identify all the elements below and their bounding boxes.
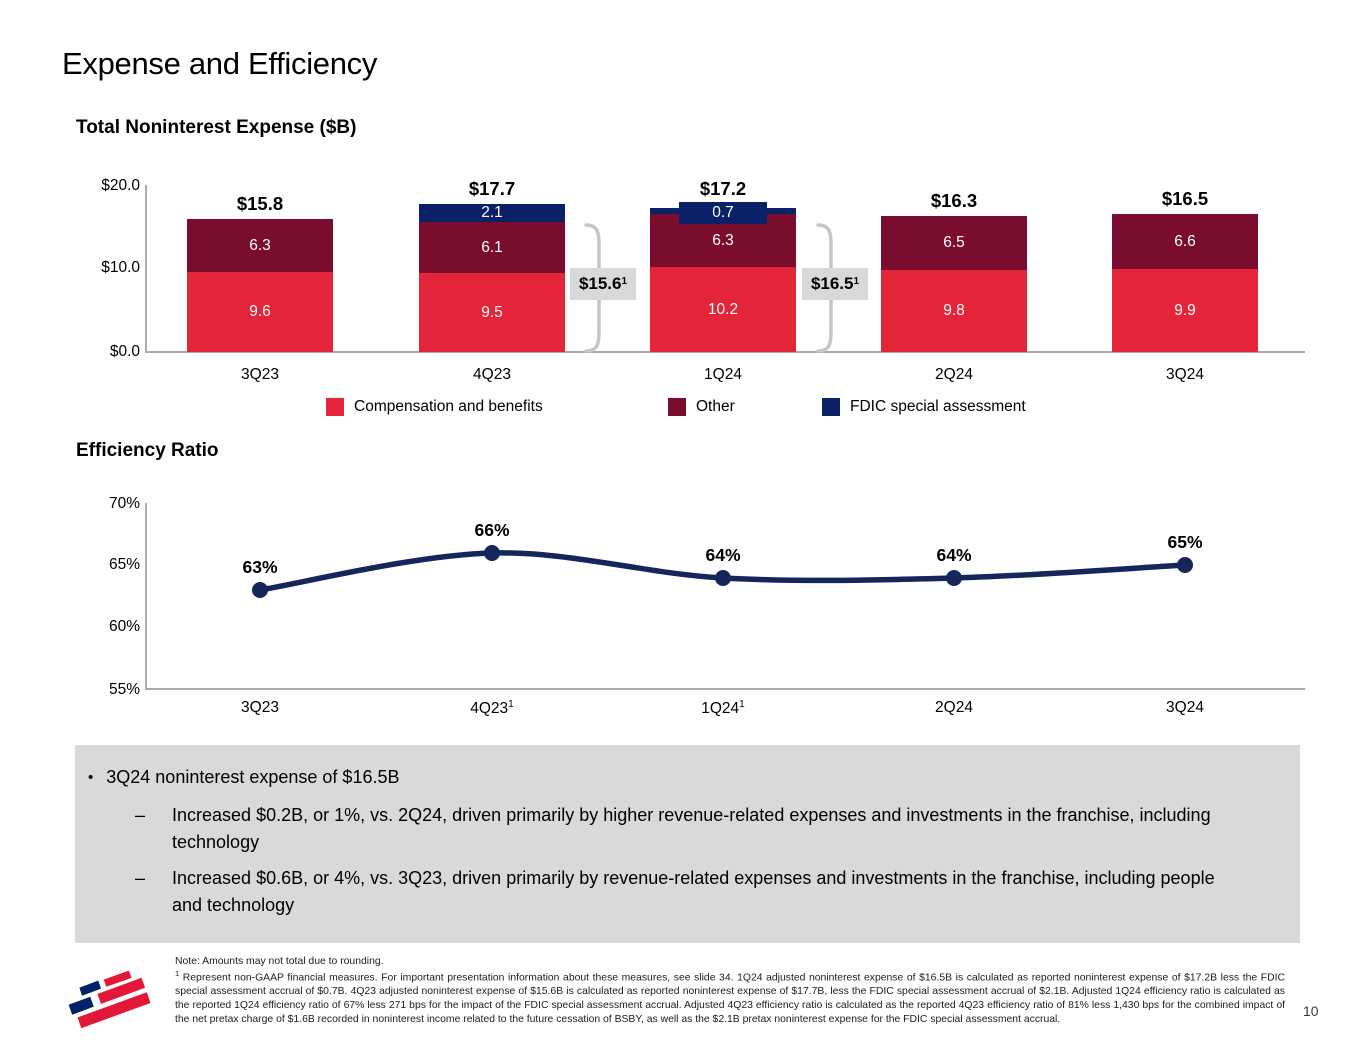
legend-item-other bbox=[668, 398, 735, 416]
commentary-main-text: 3Q24 noninterest expense of $16.5B bbox=[106, 767, 400, 787]
bar-total-label: $17.2 bbox=[699, 178, 747, 199]
bar-value-label: 9.6 bbox=[249, 303, 271, 320]
legend-label: Compensation and benefits bbox=[354, 398, 543, 415]
efficiency-point-label: 65% bbox=[1167, 532, 1203, 552]
bank-of-america-logo-icon bbox=[56, 970, 164, 1036]
bar-chart-y-axis bbox=[145, 185, 147, 352]
bar-segment-compensation bbox=[419, 273, 565, 352]
bar-y-tick-label: $0.0 bbox=[109, 343, 140, 360]
bar-segment-other bbox=[881, 216, 1027, 270]
bar-value-label: 6.5 bbox=[943, 234, 965, 251]
line-x-axis-label: $4Q23^1$ bbox=[470, 699, 514, 718]
footnote-1 bbox=[175, 969, 1285, 1027]
bar-value-label: 6.1 bbox=[481, 238, 503, 256]
noninterest-expense-bar-chart bbox=[85, 175, 1320, 390]
bar-value-label: 9.8 bbox=[943, 302, 965, 319]
legend-label: FDIC special assessment bbox=[850, 398, 1026, 415]
bar-x-axis-label: 4Q23 bbox=[473, 366, 511, 383]
footnotes bbox=[175, 955, 1285, 1027]
bar-x-axis-label: 2Q24 bbox=[935, 366, 973, 383]
bullet-icon: • bbox=[88, 769, 94, 786]
fdic-swatch-icon bbox=[822, 398, 840, 416]
legend-item-fdic bbox=[822, 398, 1026, 416]
commentary-sub-text: Increased $0.6B, or 4%, vs. 3Q23, driven primarily by revenue-related expenses and investments in the franchise, including people and technology bbox=[172, 868, 1215, 915]
bar-value-label: 0.7 bbox=[712, 204, 734, 221]
line-y-tick-label: 55% bbox=[108, 681, 140, 698]
line-x-axis-label: 2Q24 bbox=[935, 699, 973, 716]
efficiency-point-label: 64% bbox=[705, 545, 741, 565]
bar-value-label: 10.2 bbox=[707, 300, 739, 318]
line-x-axis-label: 3Q24 bbox=[1166, 699, 1204, 716]
bar-total-label: $16.5 bbox=[1161, 188, 1209, 209]
efficiency-data-point bbox=[484, 545, 500, 561]
commentary-sub-text: Increased $0.2B, or 1%, vs. 2Q24, driven primarily by higher revenue-related expenses and investments in the franchise, including technology bbox=[172, 805, 1211, 852]
efficiency-chart-title: Efficiency Ratio bbox=[76, 440, 219, 461]
commentary-box bbox=[75, 745, 1300, 943]
bar-chart-legend bbox=[85, 398, 1320, 420]
expense-chart-title: Total Noninterest Expense ($B) bbox=[76, 117, 357, 138]
adjusted-expense-label-1q24: $16.5 1 bbox=[802, 268, 868, 300]
bar-x-axis-label: 3Q23 bbox=[241, 366, 279, 383]
bar-y-tick-label: $10.0 bbox=[101, 259, 140, 276]
efficiency-point-label: 64% bbox=[936, 545, 972, 565]
footnote-marker: 1 bbox=[508, 699, 514, 710]
page-title: Expense and Efficiency bbox=[62, 46, 378, 81]
compensation-swatch-icon bbox=[326, 398, 344, 416]
commentary-sub-bullet bbox=[135, 865, 1276, 919]
efficiency-data-point bbox=[252, 582, 268, 598]
bar-value-label: 6.6 bbox=[1174, 232, 1196, 250]
bar-segment-fdic bbox=[419, 204, 565, 222]
fdic-callout-box bbox=[679, 202, 767, 224]
bar-total-label: $17.7 bbox=[468, 178, 516, 199]
bar-value-label: 9.5 bbox=[481, 303, 503, 321]
page-number: 10 bbox=[1303, 1003, 1319, 1019]
other-swatch-icon bbox=[668, 398, 686, 416]
bar-segment-other bbox=[419, 222, 565, 273]
line-y-tick-label: 60% bbox=[108, 618, 140, 635]
bar-total-label: $16.3 bbox=[930, 190, 978, 211]
bar-segment-compensation bbox=[881, 270, 1027, 352]
line-x-axis-label: $1Q24^1$ bbox=[701, 699, 745, 718]
footnote-text: Represent non-GAAP financial measures. For important presentation information about these measures, see slide 34. 1Q24 adjusted noninterest expense of $16.5B is calculated as reported noninterest expense of $17.2B less the FDIC special assessment accrual of $0.7B. 4Q23 adjusted noninterest expense of $15.6B is calculated as reported noninterest expense of $17.7B, less the FDIC special assessment accrual of $2.1B. Adjusted 1Q24 efficiency ratio is calculated as the reported 1Q24 efficiency ratio of 67% less 271 bps for the impact of the FDIC special assessment accrual. Adjusted 4Q23 efficiency ratio is calculated as the reported 4Q23 efficiency ratio of 81% less 1,430 bps for the combined impact of the net pretax charge of $1.6B recorded in noninterest income related to the future cessation of BSBY, as well as the $2.1B pretax noninterest expense for the FDIC special assessment accrual. bbox=[175, 972, 1285, 1025]
legend-item-compensation bbox=[326, 398, 543, 416]
efficiency-data-point bbox=[1177, 557, 1193, 573]
commentary-sub-bullet bbox=[135, 802, 1276, 856]
bar-value-label: 2.1 bbox=[481, 204, 503, 221]
efficiency-point-label: 63% bbox=[242, 557, 278, 577]
efficiency-ratio-line-chart bbox=[85, 495, 1320, 735]
bar-segment-other bbox=[187, 219, 333, 272]
adjusted-expense-label-4q23: $15.6 1 bbox=[570, 268, 636, 300]
line-y-tick-label: 70% bbox=[108, 495, 140, 512]
efficiency-point-label: 66% bbox=[474, 520, 510, 540]
footnote-marker: 1 bbox=[739, 699, 745, 710]
bar-value-label: 6.3 bbox=[249, 236, 271, 254]
rounding-note: Note: Amounts may not total due to rounding. bbox=[175, 956, 384, 967]
line-y-tick-label: 65% bbox=[108, 556, 140, 573]
bar-y-tick-label: $20.0 bbox=[101, 177, 140, 194]
bar-value-label: 6.3 bbox=[712, 231, 734, 249]
bar-x-axis-label: 3Q24 bbox=[1166, 366, 1204, 383]
legend-label: Other bbox=[696, 398, 735, 415]
efficiency-data-point bbox=[946, 570, 962, 586]
dash-icon: – bbox=[135, 805, 146, 825]
bar-segment-compensation bbox=[650, 267, 796, 352]
bar-segment-compensation bbox=[1112, 269, 1258, 352]
efficiency-data-point bbox=[715, 570, 731, 586]
bar-x-axis-label: 1Q24 bbox=[704, 366, 742, 383]
footnote-marker: 1 bbox=[175, 968, 180, 978]
bar-segment-compensation bbox=[187, 272, 333, 352]
bar-total-label: $15.8 bbox=[236, 193, 284, 214]
bar-segment-other bbox=[1112, 214, 1258, 269]
dash-icon: – bbox=[135, 868, 146, 888]
bar-value-label: 9.9 bbox=[1174, 301, 1196, 319]
line-x-axis-label: 3Q23 bbox=[241, 699, 279, 716]
commentary-main-bullet bbox=[88, 764, 1276, 791]
